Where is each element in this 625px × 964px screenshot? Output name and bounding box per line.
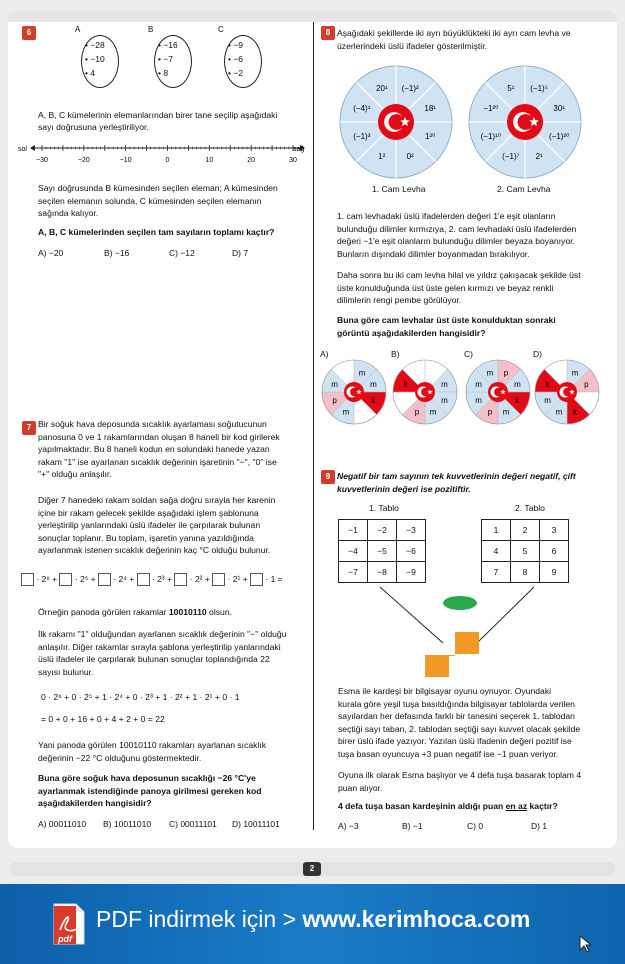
q9-paragraph: sayılardan her defasında farklı bir tanesini seçerek 1. tablodan <box>338 711 575 721</box>
column-divider <box>313 22 314 830</box>
page-number: 2 <box>303 862 321 876</box>
q7-paragraph: sayısı bulunur. <box>38 666 94 677</box>
q7-paragraph: Yani panoda görülen 10010110 rakamları ayarlanan sıcaklık <box>38 740 267 750</box>
exponent-label: (−1)²⁰ <box>549 132 570 142</box>
question-number-9: 9 <box>321 470 335 484</box>
download-text: PDF indirmek için > www.kerimhoca.com <box>96 906 531 932</box>
set-element: • 8 <box>158 68 169 78</box>
q7-question: Buna göre soğuk hava deposunun sıcaklığı −26 °C'ye <box>38 773 256 783</box>
digit-box <box>174 573 187 586</box>
q8-option-label: C) <box>464 349 473 359</box>
left-label: sol <box>18 146 27 153</box>
table-cell: 4 <box>482 541 511 562</box>
q8-paragraph: Daha sonra bu iki cam levha hilal ve yıldız çakışacak şekilde üst <box>337 270 581 280</box>
table-cell: −2 <box>368 520 397 541</box>
table-cell: 2 <box>511 520 540 541</box>
slice-letter: m <box>514 379 521 389</box>
table-cell: 1 <box>482 520 511 541</box>
arrow-line <box>477 587 534 643</box>
q7-option: D) 10011101 <box>232 819 280 829</box>
table-cell: −1 <box>339 520 368 541</box>
table-cell: 6 <box>540 541 569 562</box>
slice-letter: m <box>358 368 366 378</box>
table-cell: 8 <box>511 562 540 583</box>
q8-option-plate <box>464 358 532 426</box>
q7-paragraph: yapılmaktadır. Bu 8 haneli kodun en solundaki hanede yazan <box>38 444 270 454</box>
slice-letter: m <box>441 379 448 389</box>
svg-text:pdf: pdf <box>58 934 72 944</box>
exponent-label: (−4)¹ <box>353 103 371 113</box>
q6-paragraph: seçilen elemanın solunda, C kümesinden seçilen elemanın <box>38 195 262 206</box>
digit-box <box>250 573 263 586</box>
q8-paragraph: Aşağıdaki şekillerde iki ayrı büyüklükteki iki ayrı cam levha ve <box>337 28 571 38</box>
exponent-label: (−1)⁷ <box>502 152 520 162</box>
exponent-label: 30¹ <box>553 103 565 113</box>
slice-letter: k <box>573 407 578 417</box>
set-element: • −10 <box>85 54 105 64</box>
table-1-label: 1. Tablo <box>369 503 399 513</box>
table-cell: 5 <box>511 541 540 562</box>
table-cell: 3 <box>540 520 569 541</box>
q8-option-label: B) <box>391 349 400 359</box>
green-button[interactable] <box>443 596 477 610</box>
table-cell: −5 <box>368 541 397 562</box>
slice-letter: m <box>331 379 338 389</box>
orange-step <box>455 632 479 654</box>
template-term: · 2¹ + <box>225 573 251 584</box>
slice-letter: p <box>487 407 493 417</box>
q8-option-label: D) <box>533 349 542 359</box>
table-1 <box>338 519 426 583</box>
table-cell: −8 <box>368 562 397 583</box>
slice-letter: p <box>332 396 337 406</box>
digit-box <box>137 573 150 586</box>
exponent-label: (−1)⁵ <box>530 83 549 93</box>
q8-option-label: A) <box>320 349 329 359</box>
table-2-label: 2. Tablo <box>515 503 545 513</box>
game-diagram <box>330 585 600 685</box>
q9-intro: Negatif bir tam sayının tek kuvvetlerinin değeri negatif, çift <box>337 471 576 481</box>
slice-letter: p <box>584 379 589 389</box>
q6-paragraph: Sayı doğrusunda B kümesinden seçilen eleman; A kümesinden <box>38 183 278 193</box>
table-2 <box>481 519 569 583</box>
power-template <box>21 573 283 586</box>
q7-paragraph: İlk rakamı "1" olduğundan ayarlanan sıcaklık değerinin "−" olduğu <box>38 629 287 639</box>
digit-box <box>212 573 225 586</box>
exponent-label: (−1)² <box>401 83 419 93</box>
q7-paragraph: anlaşılır. Diğer rakamlar sırayla şablona yerleştirilip yanlarındaki <box>38 641 281 652</box>
table-cell: 7 <box>482 562 511 583</box>
set-element: • 4 <box>85 68 96 78</box>
tick-label: 0 <box>165 157 170 164</box>
tick-label: −20 <box>77 157 90 164</box>
q6-option: C) −12 <box>169 248 195 258</box>
slice-letter: m <box>486 368 494 378</box>
question-number-7: 7 <box>22 421 36 435</box>
q7-calc-line2: = 0 + 0 + 16 + 0 + 4 + 2 + 0 = 22 <box>41 714 165 724</box>
q7-paragraph: Diğer 7 hanedeki rakam soldan sağa doğru sırayla her karenin <box>38 495 276 505</box>
tick-label: 30 <box>289 157 297 164</box>
exponent-label: (−1)¹⁰ <box>480 132 501 142</box>
q8-option-plate <box>533 358 601 426</box>
table-cell: −9 <box>397 562 426 583</box>
slice-letter: k <box>371 396 376 406</box>
table-cell: −7 <box>339 562 368 583</box>
set-name-label: B <box>148 25 154 34</box>
glass-plate-1 <box>337 63 455 181</box>
table-cell: −6 <box>397 541 426 562</box>
exponent-label: 20¹ <box>376 83 388 93</box>
slice-letter: k <box>403 379 408 389</box>
q8-paragraph: dilimlerin rengi pembe görülüyor. <box>337 295 462 305</box>
q8-question: Buna göre cam levhalar üst üste konulduktan sonraki <box>337 315 556 325</box>
plate-1-label: 1. Cam Levha <box>372 184 426 194</box>
plate-2-label: 2. Cam Levha <box>497 184 551 194</box>
q7-paragraph: ayarlanmak istenen sıcaklık değerinin kaç °C olduğu bulunur. <box>38 545 271 555</box>
q7-paragraph: Bir soğuk hava deposunda sıcaklık ayarlaması soğutucunun <box>38 419 267 429</box>
q6-option: D) 7 <box>232 248 249 258</box>
q7-paragraph: panosuna 0 ve 1 rakamlarından oluşan 8 haneli bir kod girilerek <box>38 431 280 442</box>
exponent-label: (−1)³ <box>353 132 371 142</box>
slice-letter: k <box>545 379 550 389</box>
q6-paragraph: sağında kalıyor. <box>38 208 99 218</box>
q9-paragraph: Oyuna ilk olarak Esma başlıyor ve 4 defa tuşa basarak toplam 4 <box>338 770 582 780</box>
q8-question: görüntü aşağıdakilerden hangisidir? <box>337 327 486 338</box>
question-number-6: 6 <box>22 26 36 40</box>
tick-label: 10 <box>205 157 214 164</box>
slice-letter: m <box>571 368 579 378</box>
template-term: · 2⁵ + <box>72 573 98 584</box>
q9-option: B) −1 <box>402 821 423 831</box>
q9-paragraph: kurala göre yeşil tuşa basıldığında bilgisayar tablolarda verilen <box>338 698 575 709</box>
q8-paragraph: üzerlerindeki üslü ifadeler gösterilmiştir. <box>337 40 487 51</box>
slice-letter: p <box>414 407 420 417</box>
q7-example: Örneğin panoda görülen rakamlar 10010110 olsun. <box>38 607 232 617</box>
q9-paragraph: Esma ile kardeşi bir bilgisayar oyunu oynuyor. Oyundaki <box>338 686 552 696</box>
page-top-strip <box>8 10 617 22</box>
q9-question: 4 defa tuşa basan kardeşinin aldığı puan en az kaçtır? <box>338 801 558 811</box>
set-element: • −7 <box>158 54 174 64</box>
q7-paragraph: yerleştirilip yanlarındaki üslü ifadeler ile çarpılarak bulunan <box>38 520 261 530</box>
set-name-label: A <box>75 25 81 34</box>
glass-plate-2 <box>466 63 584 181</box>
q6-text-line: A, B, C kümelerinin elemanlarından birer tane seçilip aşağıdaki <box>38 110 278 120</box>
template-term: · 2³ + <box>149 573 175 584</box>
q9-option: D) 1 <box>531 821 548 831</box>
q8-paragraph: üste konulduğunda üst üste gelen kırmızı ve beyaz renkli <box>337 282 554 293</box>
set-element: • −9 <box>228 40 244 50</box>
q7-paragraph: içine bir rakam gelecek şekilde aşağıdaki işlem şablonuna <box>38 507 259 518</box>
q7-option: C) 00011101 <box>169 819 217 829</box>
table-cell: −3 <box>397 520 426 541</box>
site-link[interactable]: www.kerimhoca.com <box>302 906 531 932</box>
arrow-line <box>380 587 443 643</box>
orange-step-joint <box>449 655 455 656</box>
q8-paragraph: değeri −1'e eşit olanların bulunduğu dilimler beyaza boyanıyor. <box>337 236 575 246</box>
slice-letter: m <box>441 396 448 406</box>
q7-paragraph: sonuçlar toplanır. Bu toplam, işaretin yanına yazıldığında <box>38 532 254 543</box>
slice-letter: m <box>370 379 377 389</box>
slice-letter: m <box>475 396 482 406</box>
set-name-label: C <box>218 25 224 34</box>
q9-option: C) 0 <box>467 821 484 831</box>
table-cell: 9 <box>540 562 569 583</box>
pdf-file-icon <box>52 902 86 946</box>
template-term: · 2⁶ + <box>34 573 60 584</box>
number-line <box>18 140 312 168</box>
digit-box <box>59 573 72 586</box>
q7-option: A) 00011010 <box>38 819 87 829</box>
tick-label: −10 <box>119 157 132 164</box>
slice-letter: m <box>544 396 551 406</box>
q9-paragraph: seçtiği sayı taban, 2. tablodan seçtiği sayı kuvvet olacak şekilde <box>338 723 581 734</box>
q6-text-line: sayı doğrusuna yerleştiriliyor. <box>38 122 149 132</box>
digit-box <box>21 573 34 586</box>
tick-label: −30 <box>36 157 48 164</box>
exponent-label: 5¹ <box>507 83 515 93</box>
q9-paragraph: tuşa basan oyuncuya +3 puan negatif ise −1 puan veriyor. <box>338 748 559 759</box>
slice-letter: p <box>503 368 509 378</box>
slice-letter: m <box>429 407 437 417</box>
cursor-icon <box>578 934 594 954</box>
q7-option: B) 10011010 <box>103 819 152 829</box>
exponent-label: −1²⁰ <box>483 103 499 113</box>
q8-paragraph: bulunduğu dilimler kırmızıya, 2. cam levhadaki üslü ifadelerden <box>337 223 577 234</box>
exponent-label: 1² <box>378 152 386 162</box>
template-term: · 2² + <box>187 573 213 584</box>
slice-letter: m <box>342 407 350 417</box>
set-element: • −28 <box>85 40 105 50</box>
q7-question: aşağıdakilerden hangisidir? <box>38 798 152 808</box>
set-element: • −6 <box>228 54 244 64</box>
q9-paragraph: puan alıyor. <box>338 782 383 793</box>
digit-box <box>98 573 111 586</box>
slice-letter: m <box>502 407 510 417</box>
exponent-label: 1²⁰ <box>425 132 436 142</box>
exponent-label: 0² <box>406 152 414 162</box>
q8-option-plate <box>320 358 388 426</box>
right-label: sağ <box>293 146 305 153</box>
q8-paragraph: 1. cam levhadaki üslü ifadelerden değeri 1'e eşit olanların <box>337 211 556 221</box>
template-term: · 1 = <box>263 573 283 584</box>
q7-paragraph: değerinin −22 °C olduğunu göstermektedir. <box>38 752 202 763</box>
q7-paragraph: üslü ifadeler ile çarpılarak bulunan sonuçlar toplandığında 22 <box>38 654 270 664</box>
q8-option-plate <box>391 358 459 426</box>
q7-calc-line1: 0 · 2⁶ + 0 · 2⁵ + 1 · 2⁴ + 0 · 2³ + 1 · 2² + 1 · 2¹ + 0 · 1 <box>41 692 240 702</box>
q7-paragraph: rakam "1" ise ayarlanan sıcaklık değerinin işaretinin "−", "0" ise <box>38 456 277 467</box>
slice-letter: m <box>475 379 482 389</box>
q6-question: A, B, C kümelerinden seçilen tam sayıların toplamı kaçtır? <box>38 227 275 237</box>
exponent-label: 18¹ <box>424 103 436 113</box>
q6-option: A) −20 <box>38 248 64 258</box>
exponent-label: 2¹ <box>535 152 543 162</box>
q7-paragraph: "+" olduğu anlaşılır. <box>38 469 112 479</box>
template-term: · 2⁴ + <box>110 573 137 584</box>
slice-letter: m <box>555 407 563 417</box>
orange-step <box>425 655 449 677</box>
download-banner[interactable] <box>0 884 625 964</box>
q9-option: A) −3 <box>338 821 359 831</box>
set-element: • −16 <box>158 40 178 50</box>
q8-paragraph: Bunların dışındaki dilimler boyanmadan bırakılıyor. <box>337 248 530 259</box>
slice-letter: k <box>515 396 520 406</box>
question-number-8: 8 <box>321 26 335 40</box>
q6-option: B) −16 <box>104 248 130 258</box>
q7-question: ayarlanmak istendiğinde panoya girilmesi gereken kod <box>38 785 262 796</box>
tick-label: 20 <box>247 157 256 164</box>
set-element: • −2 <box>228 68 244 78</box>
table-cell: −4 <box>339 541 368 562</box>
q9-paragraph: birer üslü ifade yazıyor. Yazılan üslü ifadenin değeri pozitif ise <box>338 736 572 746</box>
q9-intro: kuvvetlerinin değeri ise pozitiftir. <box>337 483 471 494</box>
